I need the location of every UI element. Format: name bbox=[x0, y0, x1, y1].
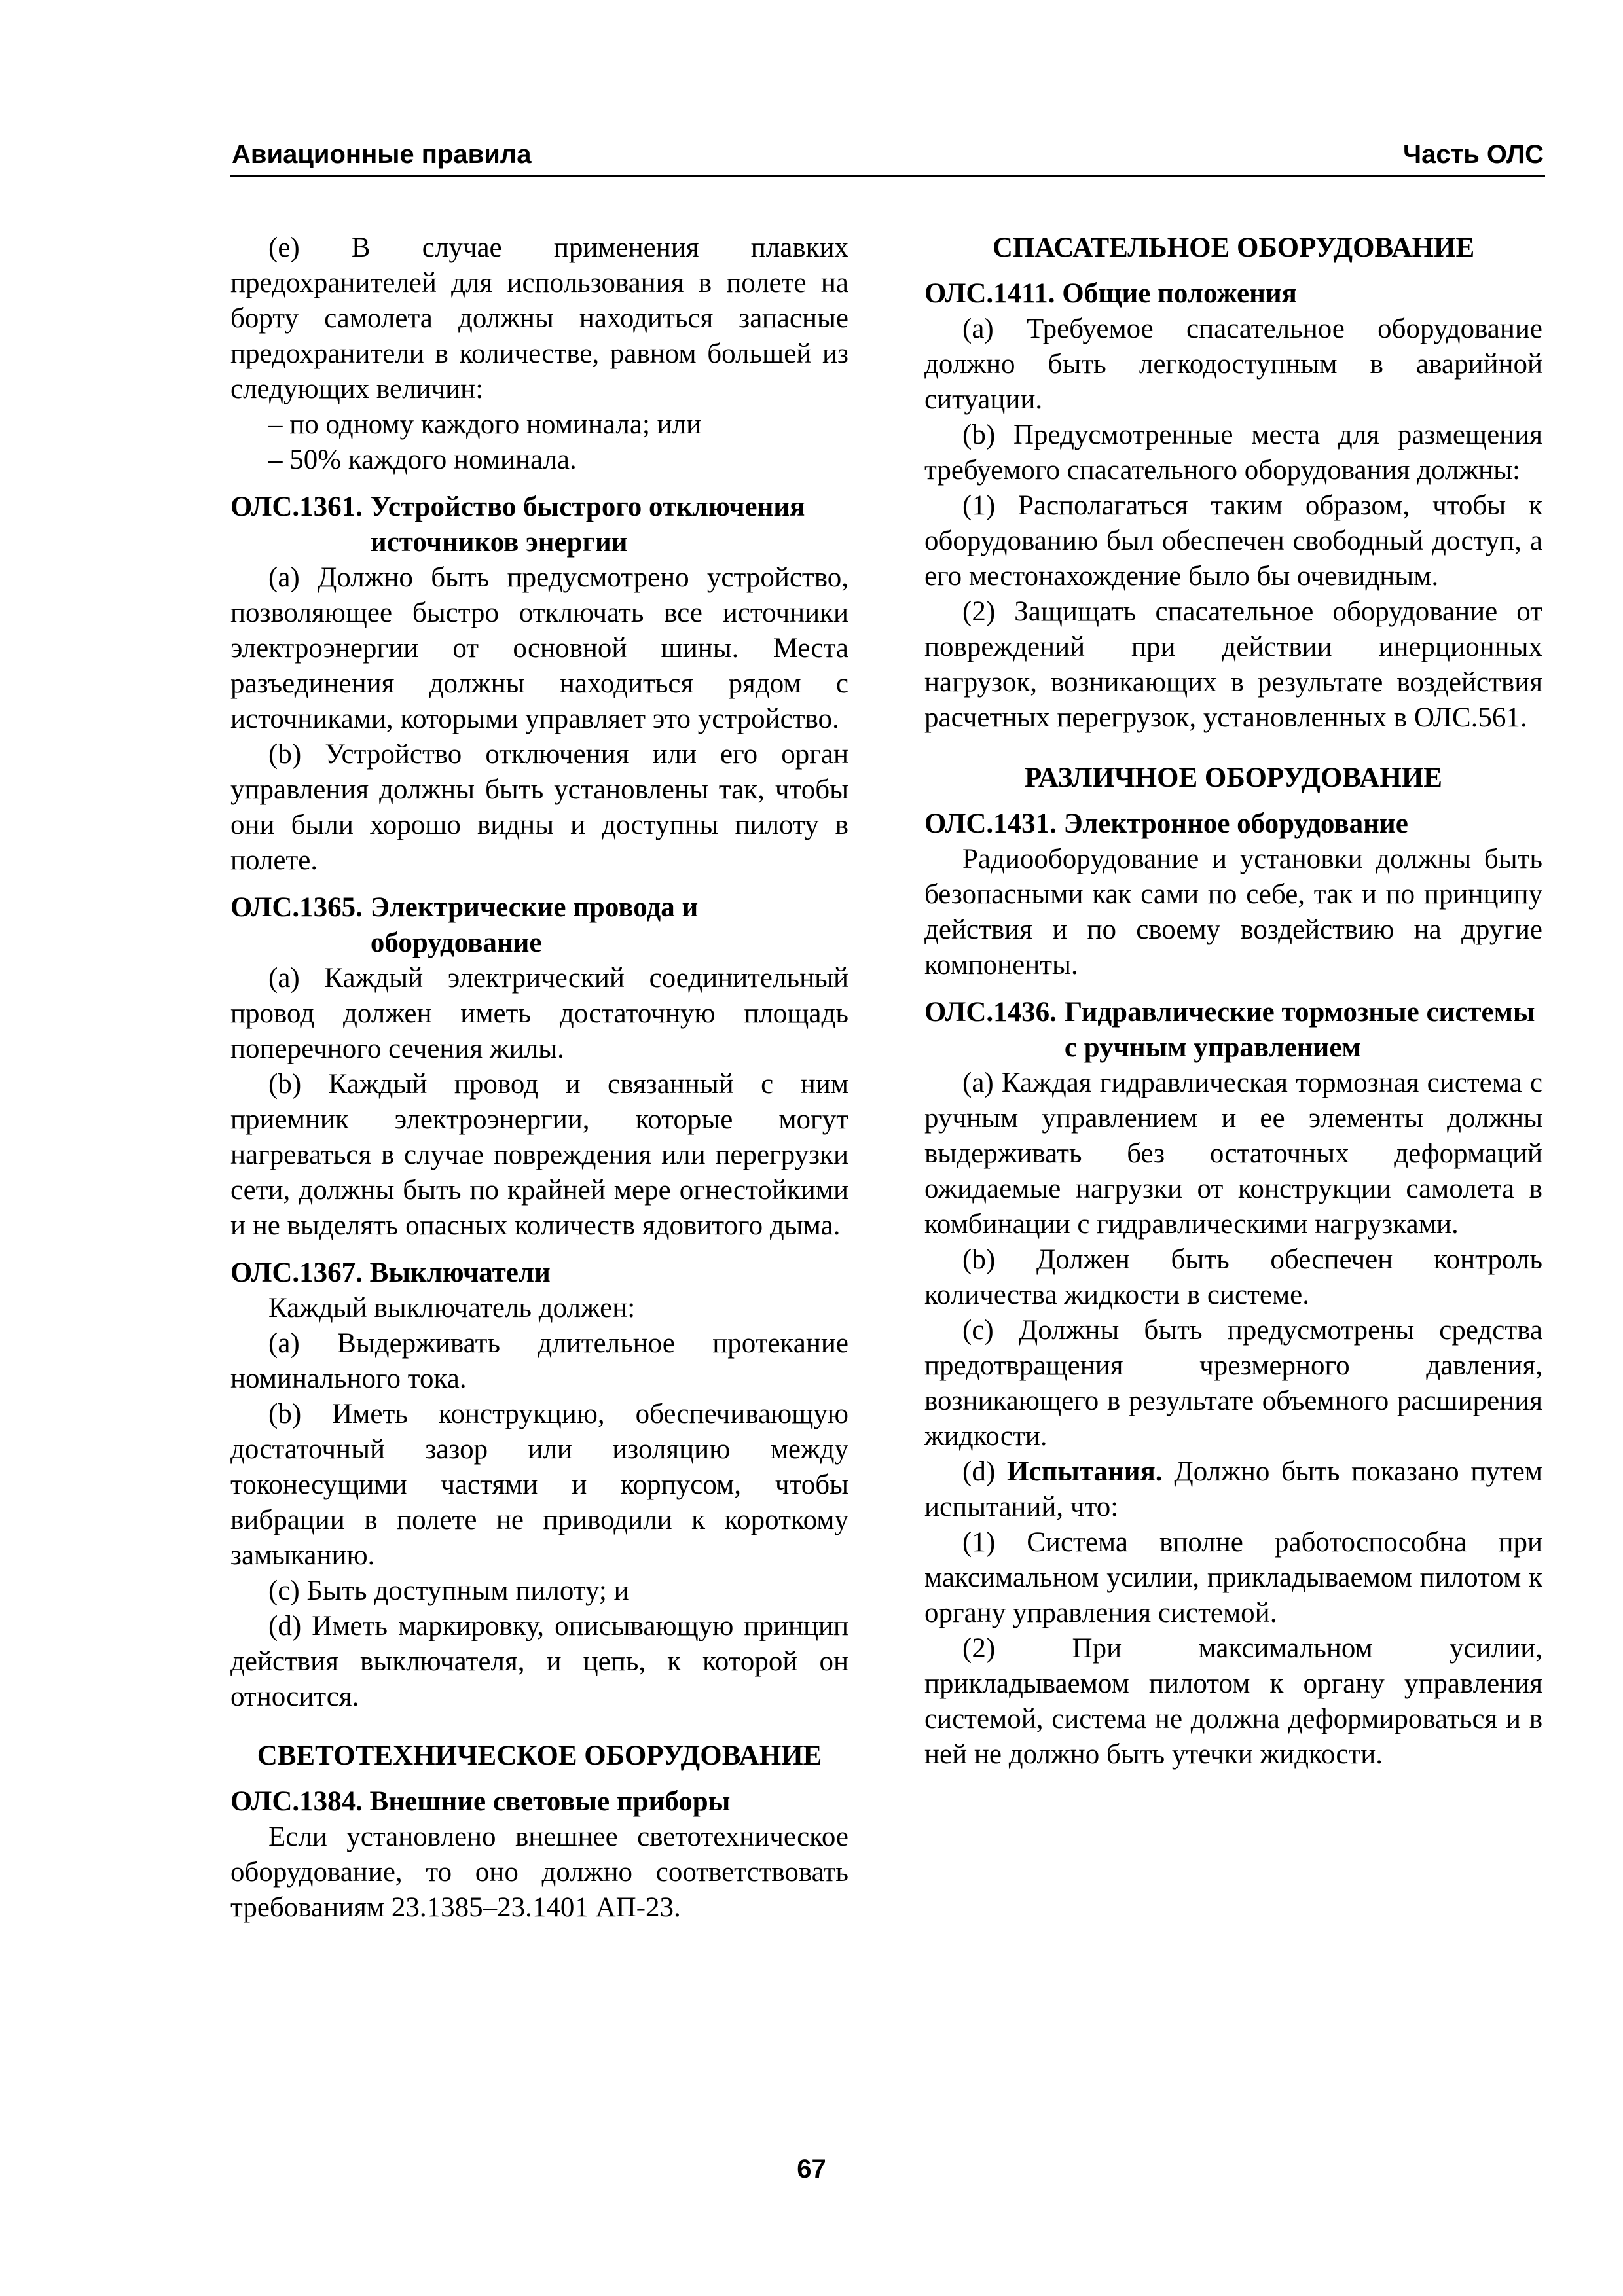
article-1367-a: (а) Выдерживать длительное протекание номинального тока. bbox=[230, 1328, 848, 1394]
article-1365-b: (b) Каждый провод и связанный с ним приемник электроэнергии, которые могут нагреваться в случае повреждения или перегрузки сети, должны быть по крайней мере огнестойкими и не выделять опасных количеств ядовитого дыма. bbox=[230, 1069, 848, 1241]
article-1431-text: Радиооборудование и установки должны быть безопасными как сами по себе, так и по принципу действия и по своему воздействию на другие компоненты. bbox=[924, 844, 1542, 980]
article-1436-d bbox=[924, 1454, 1542, 1525]
header-part-label: Часть ОЛС bbox=[1403, 140, 1544, 169]
article-1431-heading: ОЛС.1431. Электронное оборудование bbox=[924, 808, 1408, 839]
article-1367-b: (b) Иметь конструкцию, обеспечивающую достаточный зазор или изоляцию между токонесущими частями и корпусом, чтобы вибрации в полете не приводили к короткому замыканию. bbox=[230, 1399, 848, 1571]
article-1411-b2: (2) Защищать спасательное оборудование от повреждений при действии инерционных нагрузок, возникающих в результате воздействия расчетных перегрузок, установленных в ОЛС.561. bbox=[924, 596, 1542, 733]
page-number: 67 bbox=[797, 2155, 826, 2183]
article-1436-d2: (2) При максимальном усилии, прикладываемом пилотом к органу управления системой, система не должна деформироваться и в ней не должно быть утечки жидкости. bbox=[924, 1633, 1542, 1770]
article-1361-a: (а) Должно быть предусмотрено устройство, позволяющее быстро отключать все источники электроэнергии от основной шины. Места разъединения должны находиться рядом с источниками, которыми управляет это устройство. bbox=[230, 562, 848, 734]
article-1436-d-text: Должно быть показано путем испытаний, что: bbox=[924, 1456, 1542, 1522]
article-1436-d-bold: Испытания. bbox=[1006, 1456, 1163, 1487]
article-1361-number: ОЛС.1361. bbox=[230, 492, 363, 522]
article-1436-number: ОЛС.1436. bbox=[924, 997, 1057, 1028]
article-1367-d: (d) Иметь маркировку, описывающую принцип действия выключателя, и цепь, к которой он относится. bbox=[230, 1611, 848, 1712]
article-1367-c: (с) Быть доступным пилоту; и bbox=[268, 1575, 629, 1606]
article-1411-b1: (1) Располагаться таким образом, чтобы к оборудованию был обеспечен свободный доступ, а его местонахождение было бы очевидным. bbox=[924, 490, 1542, 592]
running-header bbox=[230, 134, 1545, 177]
fuse-paragraph: (е) В случае применения плавких предохранителей для использования в полете на борту самолета должны находиться запасные предохранители в количестве, равном большей из следующих величин: bbox=[230, 232, 848, 404]
left-column bbox=[230, 230, 848, 1926]
article-1365-heading bbox=[230, 878, 848, 961]
article-1365-a: (а) Каждый электрический соединительный провод должен иметь достаточную площадь поперечного сечения жилы. bbox=[230, 963, 848, 1064]
misc-section-heading: РАЗЛИЧНОЕ ОБОРУДОВАНИЕ bbox=[1025, 762, 1442, 793]
article-1384-heading: ОЛС.1384. Внешние световые приборы bbox=[230, 1786, 731, 1817]
fuse-item-2: – 50% каждого номинала. bbox=[268, 444, 577, 475]
right-column bbox=[924, 230, 1542, 1772]
article-1367-heading: ОЛС.1367. Выключатели bbox=[230, 1257, 551, 1288]
article-1436-a: (а) Каждая гидравлическая тормозная система с ручным управлением и ее элементы должны выдерживать без остаточных деформаций ожидаемые нагрузки от конструкции самолета в комбинации с гидравлическими нагрузками. bbox=[924, 1067, 1542, 1240]
article-1436-d1: (1) Система вполне работоспособна при максимальном усилии, прикладываемом пилотом к органу управления системой. bbox=[924, 1527, 1542, 1628]
article-1411-b: (b) Предусмотренные места для размещения требуемого спасательного оборудования должны: bbox=[924, 420, 1542, 486]
header-document-title: Авиационные правила bbox=[232, 140, 532, 169]
article-1384-text: Если установлено внешнее светотехническое оборудование, то оно должно соответствовать требованиям 23.1385–23.1401 АП-23. bbox=[230, 1821, 848, 1923]
article-1361-b: (b) Устройство отключения или его орган управления должны быть установлены так, чтобы они были хорошо видны и доступны пилоту в полете. bbox=[230, 739, 848, 876]
article-1361-title: Устройство быстрого отключения источников энергии bbox=[370, 492, 805, 558]
article-1365-number: ОЛС.1365. bbox=[230, 892, 363, 923]
article-1367-intro: Каждый выключатель должен: bbox=[268, 1293, 636, 1323]
fuse-item-1: – по одному каждого номинала; или bbox=[268, 409, 702, 440]
article-1365-title: Электрические провода и оборудование bbox=[370, 892, 699, 958]
safety-section-heading: СПАСАТЕЛЬНОЕ ОБОРУДОВАНИЕ bbox=[992, 232, 1475, 263]
article-1411-a: (а) Требуемое спасательное оборудование должно быть легкодоступным в аварийной ситуации. bbox=[924, 314, 1542, 415]
article-1436-d-label: (d) bbox=[962, 1456, 996, 1487]
article-1436-heading bbox=[924, 983, 1542, 1066]
article-1411-heading: ОЛС.1411. Общие положения bbox=[924, 278, 1297, 309]
article-1361-heading bbox=[230, 478, 848, 560]
article-1436-title: Гидравлические тормозные системы с ручным управлением bbox=[1064, 997, 1535, 1063]
lighting-section-heading: СВЕТОТЕХНИЧЕСКОЕ ОБОРУДОВАНИЕ bbox=[257, 1740, 822, 1771]
article-1436-b: (b) Должен быть обеспечен контроль количества жидкости в системе. bbox=[924, 1244, 1542, 1310]
article-1436-c: (с) Должны быть предусмотрены средства предотвращения чрезмерного давления, возникающего в результате объемного расширения жидкости. bbox=[924, 1315, 1542, 1452]
